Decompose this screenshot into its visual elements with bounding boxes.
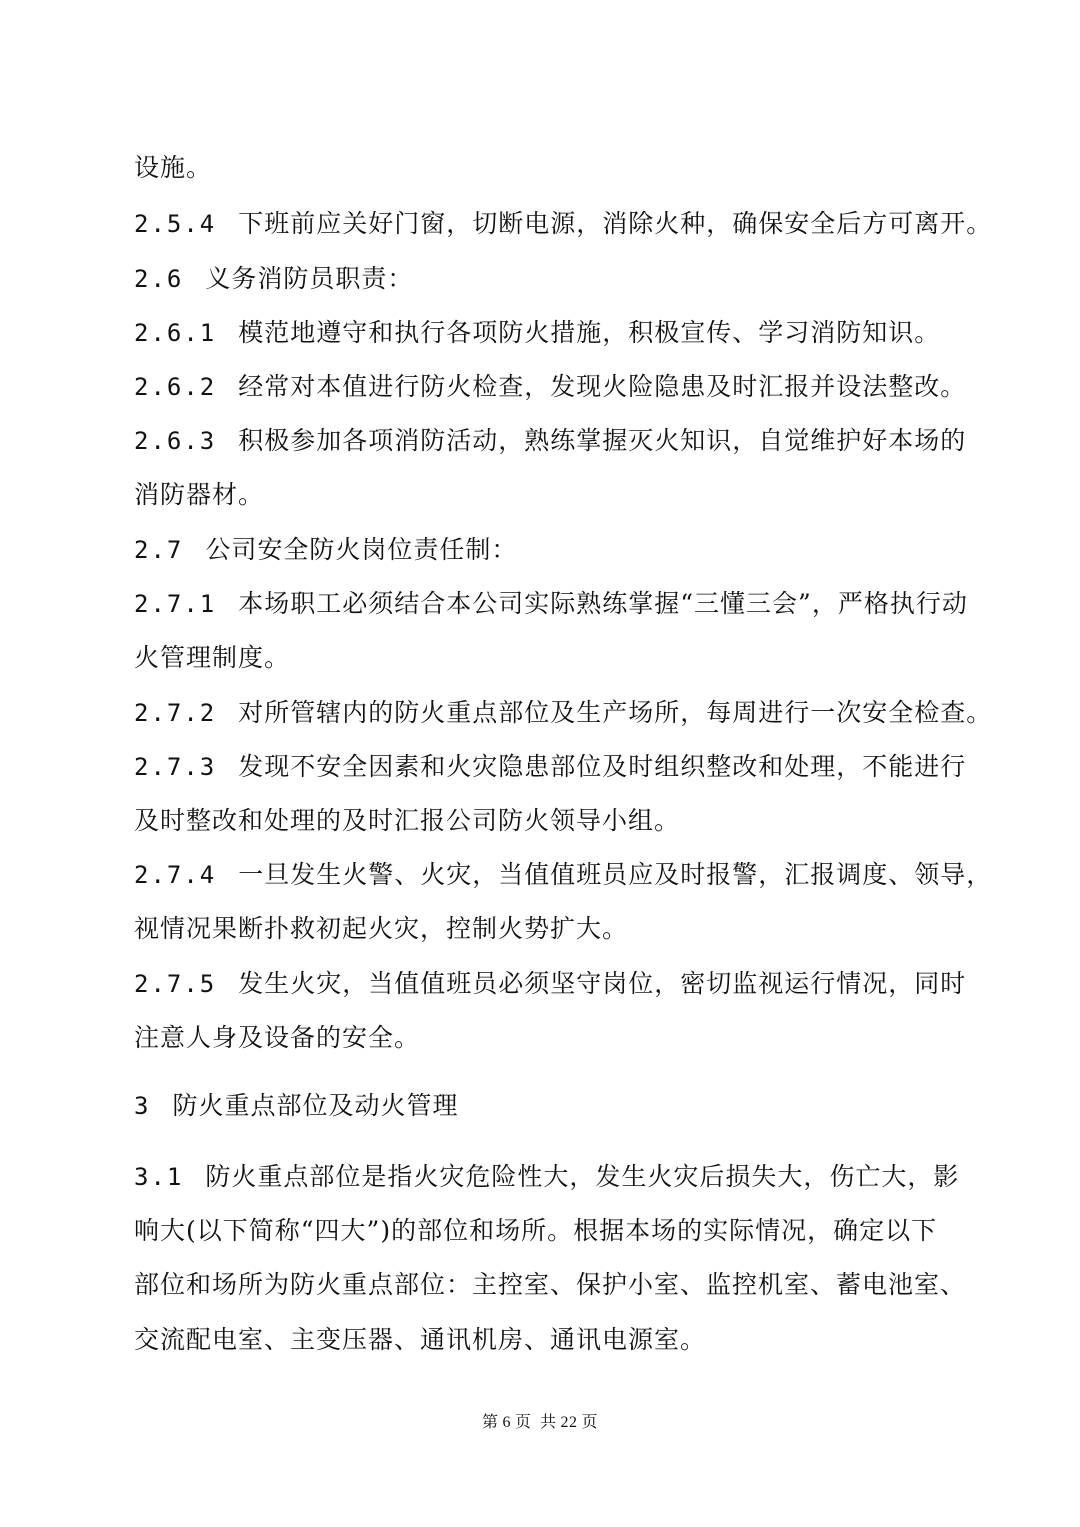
section-3-heading: [134, 1090, 950, 1122]
total-pages: 22: [560, 1414, 578, 1431]
page-prefix: 第: [481, 1414, 499, 1431]
section-text: 下班前应关好门窗，切断电源，消除火种，确保安全后方可离开。: [238, 209, 993, 238]
page-footer: [0, 1413, 1080, 1433]
text-line: [134, 1269, 967, 1301]
section-number: 2.6: [134, 265, 184, 293]
section-text: 发现不安全因素和火灾隐患部位及时组织整改和处理，不能进行: [238, 752, 967, 781]
text-line: [134, 1022, 950, 1054]
section-2-7-5: [134, 968, 967, 1000]
section-2-6-2: [134, 371, 967, 403]
section-heading-text: 防火重点部位及动火管理: [172, 1091, 459, 1120]
section-3-1: [134, 1161, 960, 1193]
line-text: 火管理制度。: [134, 643, 291, 672]
section-2-7-3: [134, 751, 967, 783]
text-line: [134, 1215, 950, 1247]
section-number: 2.6.1: [134, 319, 217, 347]
text-line: [134, 913, 950, 945]
total-prefix: 共: [540, 1414, 557, 1431]
section-number: 2.7.5: [134, 970, 217, 998]
line-text: 设施。: [134, 153, 213, 182]
section-2-6-1: [134, 317, 950, 349]
line-text: 响大(以下简称“四大”)的部位和场所。根据本场的实际情况，确定以下: [134, 1216, 938, 1245]
section-text: 本场职工必须结合本公司实际熟练掌握“三懂三会”，严格执行动: [238, 589, 968, 618]
text-line: [134, 642, 950, 674]
section-text: 防火重点部位是指火灾危险性大，发生火灾后损失大，伤亡大，影: [205, 1162, 960, 1191]
section-number: 3.1: [134, 1163, 184, 1191]
section-2-5-4: [134, 208, 993, 240]
section-2-6: [134, 263, 950, 295]
section-text: 对所管辖内的防火重点部位及生产场所，每周进行一次安全检查。: [238, 698, 993, 727]
section-number: 2.7.3: [134, 753, 217, 781]
section-number: 2.7.2: [134, 699, 217, 727]
line-text: 交流配电室、主变压器、通讯机房、通讯电源室。: [134, 1325, 707, 1354]
section-number: 2.7.1: [134, 590, 217, 618]
section-number: 2.6.3: [134, 427, 217, 455]
line-text: 消防器材。: [134, 480, 265, 509]
text-line: [134, 152, 950, 184]
line-text: 及时整改和处理的及时汇报公司防火领导小组。: [134, 806, 681, 835]
section-text: 经常对本值进行防火检查，发现火险隐患及时汇报并设法整改。: [238, 372, 967, 401]
section-2-7: [134, 534, 950, 566]
line-text: 注意人身及设备的安全。: [134, 1023, 421, 1052]
section-number: 2.5.4: [134, 210, 217, 238]
section-text: 发生火灾，当值值班员必须坚守岗位，密切监视运行情况，同时: [238, 969, 967, 998]
section-2-7-4: [134, 859, 993, 891]
section-number: 3: [134, 1092, 151, 1120]
text-line: [134, 805, 950, 837]
section-number: 2.7.4: [134, 861, 217, 889]
line-text: 部位和场所为防火重点部位：主控室、保护小室、监控机室、蓄电池室、: [134, 1270, 967, 1299]
section-text: 一旦发生火警、火灾，当值值班员应及时报警，汇报调度、领导，: [238, 860, 993, 889]
text-line: [134, 479, 950, 511]
section-text: 义务消防员职责：: [205, 264, 414, 293]
section-2-7-1: [134, 588, 968, 620]
page-number: 6: [502, 1414, 511, 1431]
section-text: 模范地遵守和执行各项防火措施，积极宣传、学习消防知识。: [238, 318, 941, 347]
line-text: 视情况果断扑救初起火灾，控制火势扩大。: [134, 914, 629, 943]
text-line: [134, 1324, 950, 1356]
section-number: 2.6.2: [134, 373, 217, 401]
total-label: 页: [581, 1414, 599, 1431]
section-number: 2.7: [134, 536, 184, 564]
section-text: 公司安全防火岗位责任制：: [205, 535, 518, 564]
section-2-6-3: [134, 425, 967, 457]
section-text: 积极参加各项消防活动，熟练掌握灭火知识，自觉维护好本场的: [238, 426, 967, 455]
section-2-7-2: [134, 697, 993, 729]
page-label: 页: [514, 1414, 532, 1431]
